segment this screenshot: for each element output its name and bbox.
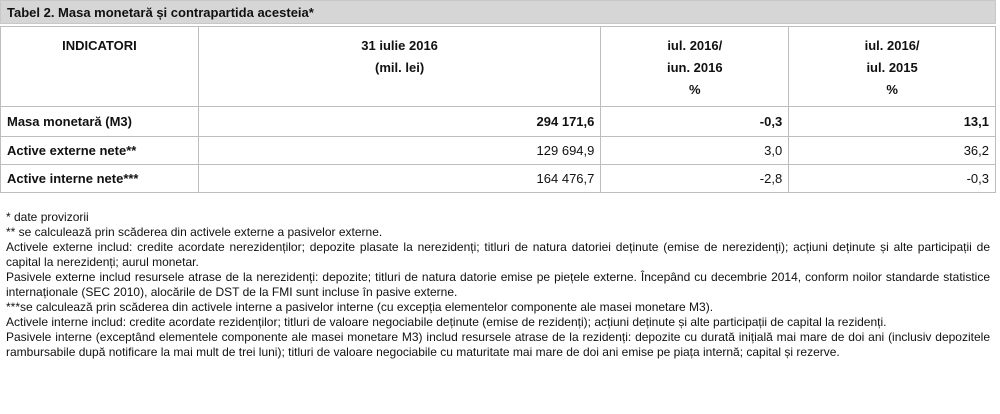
footnotes xyxy=(6,210,990,360)
row-yoy: 13,1 xyxy=(789,107,996,137)
header-indicatori: INDICATORI xyxy=(1,27,199,107)
row-mom: 3,0 xyxy=(601,137,789,165)
row-mom: -0,3 xyxy=(601,107,789,137)
header-yoy-line3: % xyxy=(886,82,898,97)
header-mom-line3: % xyxy=(689,82,701,97)
row-value: 129 694,9 xyxy=(198,137,601,165)
header-mom xyxy=(601,27,789,107)
footnote: ***se calculează prin scăderea din activele interne a pasivelor interne (cu excepția elementelor componente ale masei monetare M3). xyxy=(6,300,714,314)
table-title: Tabel 2. Masa monetară și contrapartida acesteia* xyxy=(0,0,996,24)
row-value: 164 476,7 xyxy=(198,165,601,193)
header-value-line2: (mil. lei) xyxy=(375,60,425,75)
header-mom-line1: iul. 2016/ xyxy=(667,38,723,53)
footnote: Pasivele externe includ resursele atrase de la nerezidenți: depozite; titluri de natura datorie emise pe piețele externe. Începând cu decembrie 2014, conform noilor standarde statistice internaționale (SEC 2010), alocările de DST de la FMI sunt incluse în pasive externe. xyxy=(6,270,990,299)
table-row xyxy=(1,165,996,193)
row-yoy: -0,3 xyxy=(789,165,996,193)
header-value xyxy=(198,27,601,107)
row-yoy: 36,2 xyxy=(789,137,996,165)
data-table xyxy=(0,26,996,193)
header-yoy-line2: iul. 2015 xyxy=(866,60,918,75)
footnote: * date provizorii xyxy=(6,210,89,224)
header-value-line1: 31 iulie 2016 xyxy=(361,38,438,53)
footnote: ** se calculează prin scăderea din activele externe a pasivelor externe. xyxy=(6,225,383,239)
header-row xyxy=(1,27,996,107)
row-label: Active interne nete*** xyxy=(1,165,199,193)
table-row xyxy=(1,107,996,137)
header-yoy-line1: iul. 2016/ xyxy=(864,38,920,53)
row-label: Active externe nete** xyxy=(1,137,199,165)
footnote: Activele interne includ: credite acordate rezidenților; titluri de valoare negociabile deținute (emise de rezidenți); acțiuni deținute și alte participații de capital la rezidenți. xyxy=(6,315,887,329)
footnote: Activele externe includ: credite acordate nerezidenților; depozite plasate la nerezidenți; titluri de natura datoriei deținute (emise de nerezidenți); acțiuni deținute și alte participații de capital la nerezidenți; aurul monetar. xyxy=(6,240,990,269)
row-label: Masa monetară (M3) xyxy=(1,107,199,137)
header-mom-line2: iun. 2016 xyxy=(666,60,723,75)
row-value: 294 171,6 xyxy=(198,107,601,137)
footnote: Pasivele interne (exceptând elementele componente ale masei monetare M3) includ resursele atrase de la rezidenți: depozite cu durată inițială mai mare de doi ani (inclusiv depozitele rambursabile după notificare la mai mult de trei luni); titluri de valoare negociabile cu maturitate mai mare de doi ani emise pe piața internă; capital și rezerve. xyxy=(6,330,990,359)
header-yoy xyxy=(789,27,996,107)
row-mom: -2,8 xyxy=(601,165,789,193)
table-row xyxy=(1,137,996,165)
